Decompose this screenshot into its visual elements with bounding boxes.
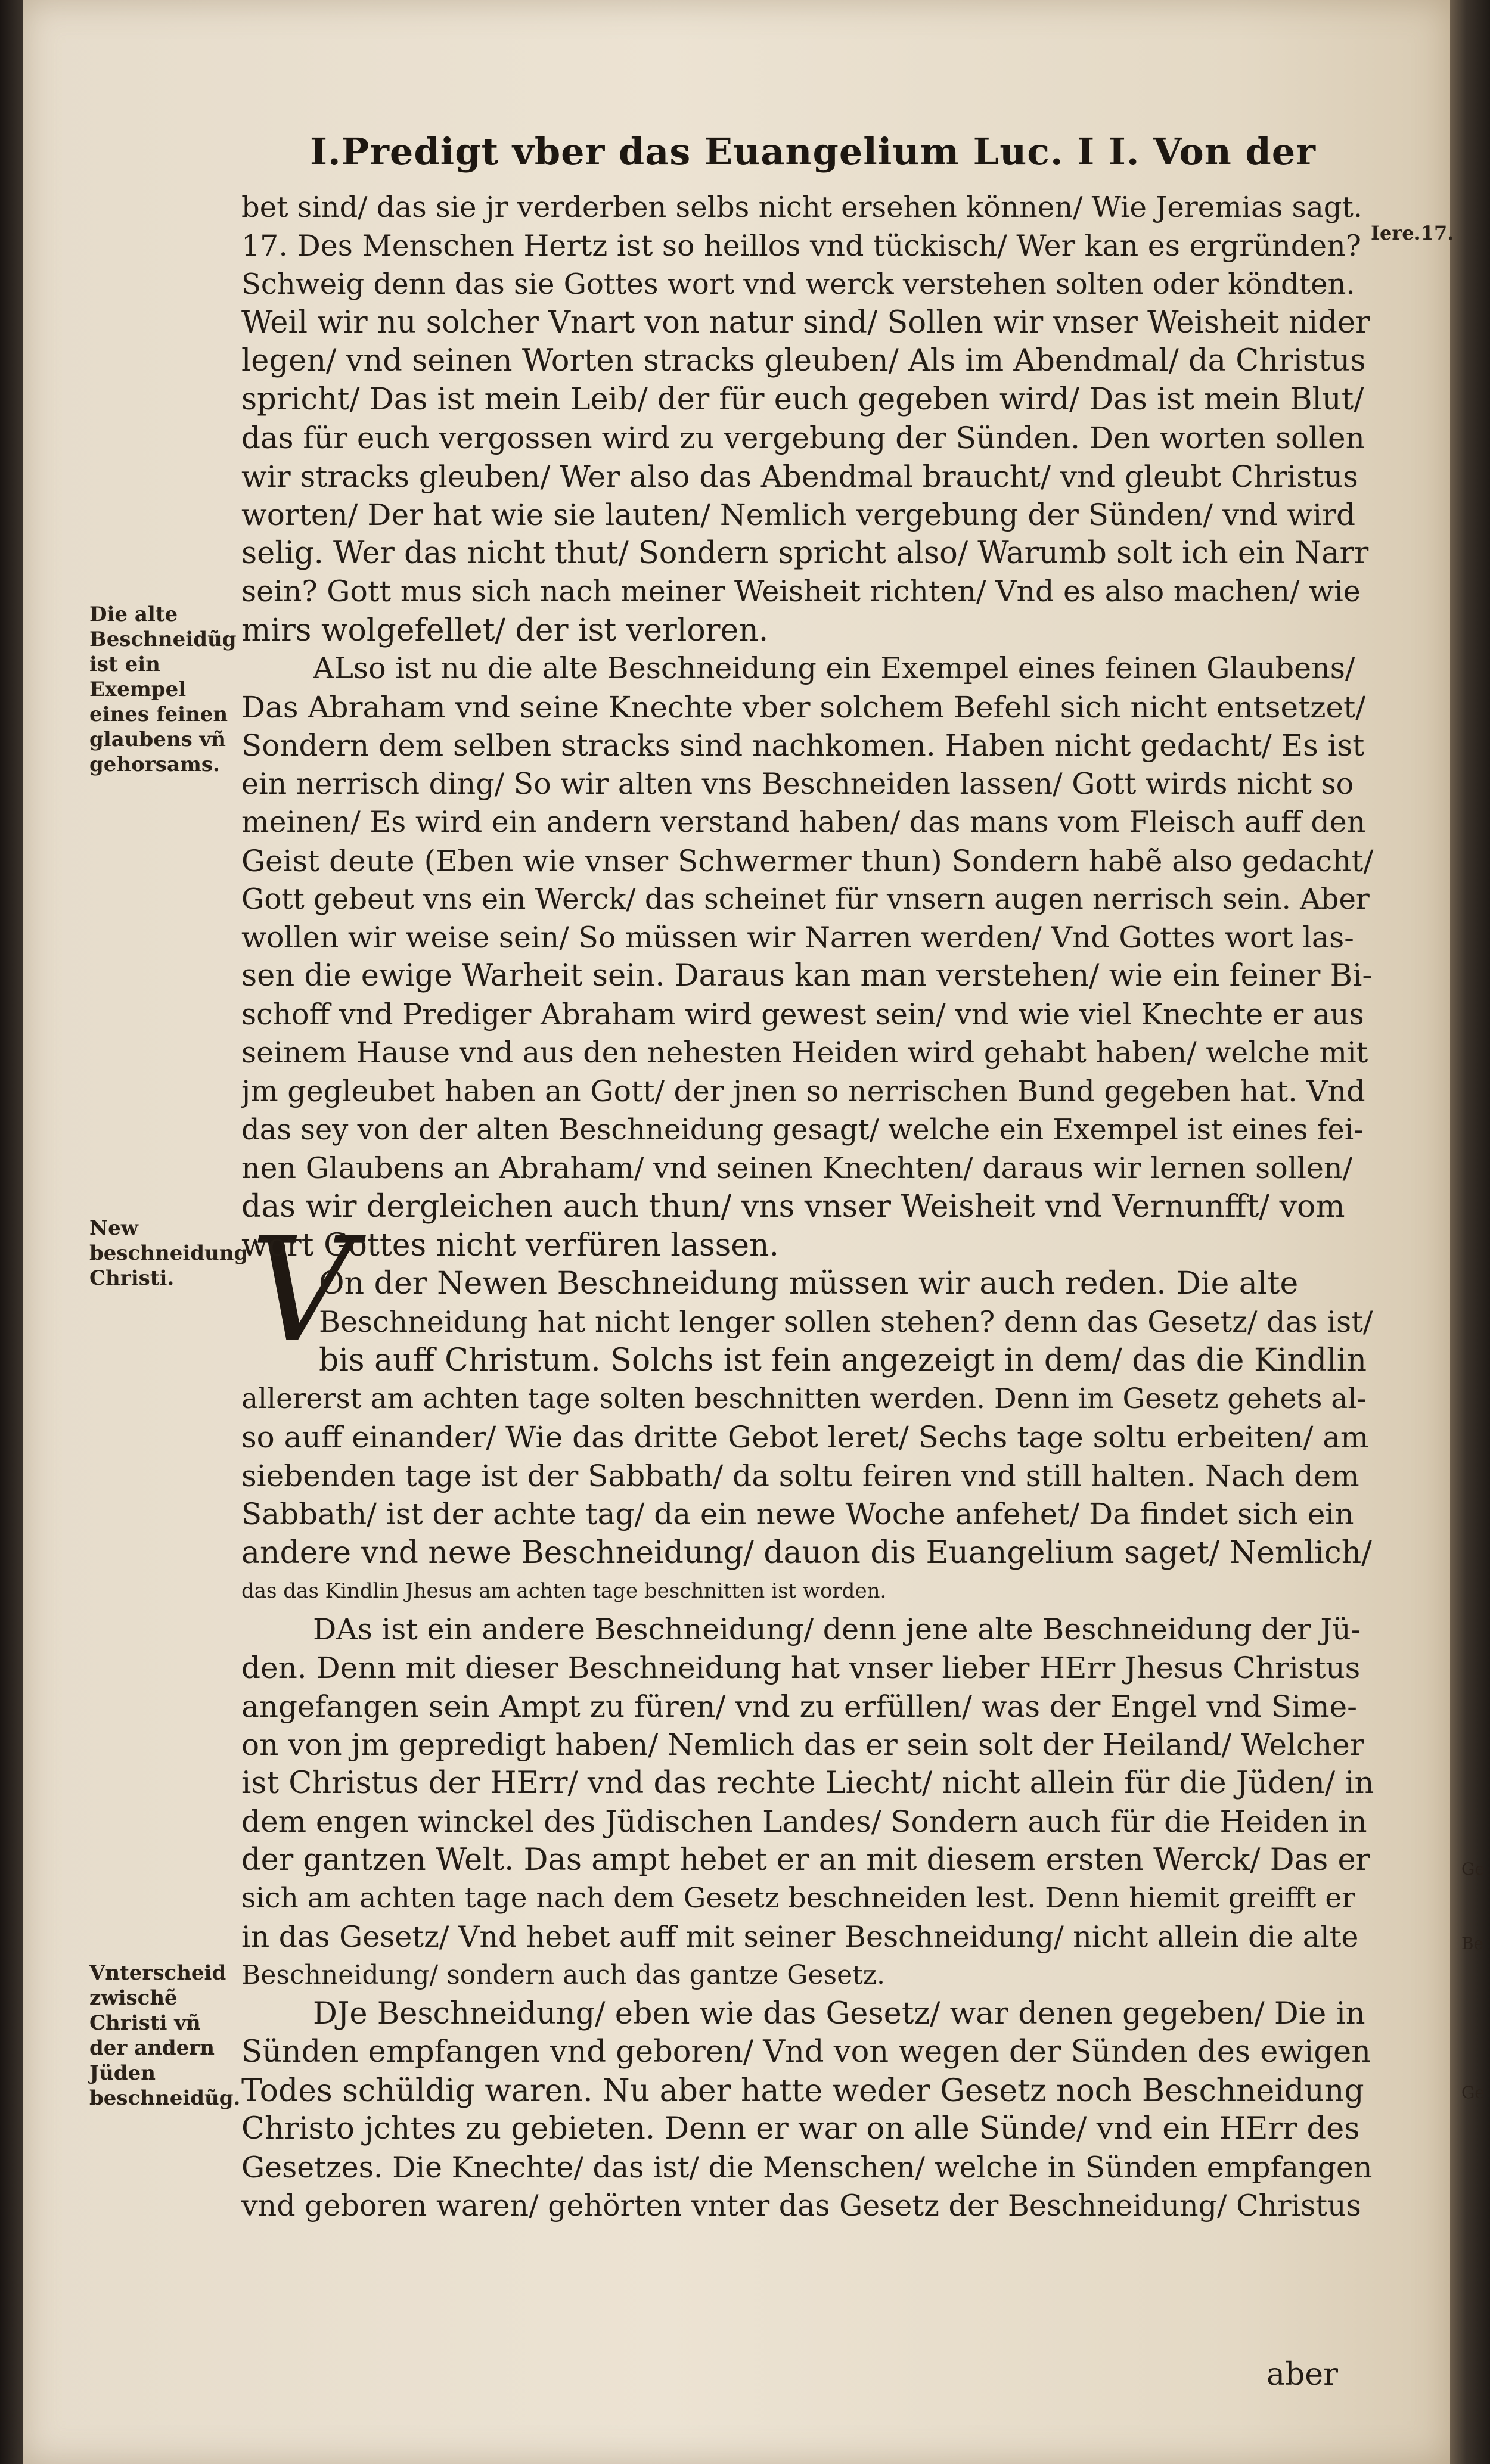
text-line: den. Denn mit dieser Beschneidung hat vnser lieber HErr Jhesus Christus — [241, 1651, 1361, 1685]
text-line: ist Christus der HErr/ vnd das rechte Liecht/ nicht allein für die Jüden/ in — [241, 1766, 1374, 1801]
text-line: schoff vnd Prediger Abraham wird gewest sein/ vnd wie viel Knechte er aus — [241, 998, 1364, 1031]
text-line: vnd geboren waren/ gehörten vnter das Gesetz der Beschneidung/ Christus — [241, 2189, 1361, 2223]
text-line: nen Glaubens an Abraham/ vnd seinen Knechten/ daraus wir lernen sollen/ — [241, 1151, 1353, 1185]
drop-cap-initial: V — [250, 1207, 354, 1374]
text-line: Christo jchtes zu gebieten. Denn er war on alle Sünde/ vnd ein HErr des — [241, 2111, 1360, 2146]
text-line: mirs wolgefellet/ der ist verloren. — [241, 613, 769, 648]
text-line: in das Gesetz/ Vnd hebet auff mit seiner Beschneidung/ nicht allein die alte — [241, 1920, 1359, 1954]
text-line: angefangen sein Ampt zu füren/ vnd zu erfüllen/ was der Engel vnd Sime- — [241, 1689, 1357, 1724]
text-line: On der Newen Beschneidung müssen wir auch reden. Die alte — [319, 1266, 1299, 1301]
text-line: ein nerrisch ding/ So wir alten vns Beschneiden lassen/ Gott wirds nicht so — [241, 767, 1354, 801]
text-line: wir stracks gleuben/ Wer also das Abendmal braucht/ vnd gleubt Christus — [241, 459, 1358, 494]
text-line: wort Gottes nicht verfüren lassen. — [241, 1228, 780, 1263]
text-line: Sabbath/ ist der achte tag/ da ein newe Woche anfehet/ Da findet sich ein — [241, 1497, 1354, 1531]
text-line: Geist deute (Eben wie vnser Schwermer thun) Sondern habẽ also gedacht/ — [241, 844, 1374, 878]
text-line: Beschneidung hat nicht lenger sollen stehen? denn das Gesetz/ das ist/ — [319, 1305, 1373, 1339]
text-line: Gott gebeut vns ein Werck/ das scheinet für vnsern augen nerrisch sein. Aber — [241, 883, 1370, 916]
text-line: 17. Des Menschen Hertz ist so heillos vnd tückisch/ Wer kan es ergründen? — [241, 229, 1361, 263]
text-line: das für euch vergossen wird zu vergebung der Sünden. Den worten sollen — [241, 421, 1365, 455]
catchword: aber — [1266, 2357, 1338, 2392]
margin-note: New beschneidung Christi. — [89, 1216, 249, 1290]
text-line: so auff einander/ Wie das dritte Gebot leret/ Sechs tage soltu erbeiten/ am — [241, 1420, 1369, 1455]
text-line: Gesetzes. Die Knechte/ das ist/ die Menschen/ welche in Sünden empfangen — [241, 2151, 1373, 2185]
text-line: sich am achten tage nach dem Gesetz beschneiden lest. Denn hiemit greifft er — [241, 1882, 1355, 1915]
text-line: worten/ Der hat wie sie lauten/ Nemlich vergebung der Sünden/ vnd wird — [241, 498, 1356, 532]
text-line: sein? Gott mus sich nach meiner Weisheit richten/ Vnd es also machen/ wie — [241, 574, 1361, 608]
text-line: ALso ist nu die alte Beschneidung ein Exempel eines feinen Glaubens/ — [313, 651, 1355, 685]
margin-note: Vnterscheid zwischẽ Christi vñ der andern Jüden beschneidũg. — [89, 1961, 241, 2110]
margin-reference: Iere.17. — [1371, 222, 1454, 244]
text-line: dem engen winckel des Jüdischen Landes/ Sondern auch für die Heiden in — [241, 1804, 1367, 1839]
text-line: das sey von der alten Beschneidung gesagt/ welche ein Exempel ist eines fei- — [241, 1113, 1364, 1146]
text-line: Schweig denn das sie Gottes wort vnd werck verstehen solten oder köndten. — [241, 268, 1355, 301]
text-line: Beschneidung/ sondern auch das gantze Gesetz. — [241, 1960, 885, 1990]
text-line: andere vnd newe Beschneidung/ dauon dis Euangelium saget/ Nemlich/ — [241, 1535, 1372, 1571]
edge-fragment: Ge — [1461, 1859, 1485, 1879]
text-line: das das Kindlin Jhesus am achten tage beschnitten ist worden. — [241, 1579, 887, 1603]
text-line: DJe Beschneidung/ eben wie das Gesetz/ war denen gegeben/ Die in — [313, 1996, 1365, 2031]
text-line: Sünden empfangen vnd geboren/ Vnd von wegen der Sünden des ewigen — [241, 2034, 1371, 2070]
text-line: Sondern dem selben stracks sind nachkomen. Haben nicht gedacht/ Es ist — [241, 728, 1365, 763]
text-line: der gantzen Welt. Das ampt hebet er an mit diesem ersten Werck/ Das er — [241, 1842, 1371, 1878]
left-page-edge — [0, 0, 23, 2464]
text-line: das wir dergleichen auch thun/ vns vnser Weisheit vnd Vernunfft/ vom — [241, 1189, 1345, 1225]
edge-fragment: Ge — [1461, 2083, 1485, 2102]
edge-fragment: Be — [1461, 1934, 1484, 1953]
text-line: DAs ist ein andere Beschneidung/ denn jene alte Beschneidung der Jü- — [313, 1612, 1361, 1646]
text-line: wollen wir weise sein/ So müssen wir Narren werden/ Vnd Gottes wort las- — [241, 921, 1354, 955]
text-line: sen die ewige Warheit sein. Daraus kan man verstehen/ wie ein feiner Bi- — [241, 958, 1373, 993]
text-line: legen/ vnd seinen Worten stracks gleuben/ Als im Abendmal/ da Christus — [241, 343, 1366, 378]
margin-note: Die alte Beschneidũg ist ein Exempel eines feinen glaubens vñ gehorsams. — [89, 602, 237, 776]
text-line: seinem Hause vnd aus den nehesten Heiden wird gehabt haben/ welche mit — [241, 1036, 1368, 1070]
text-line: selig. Wer das nicht thut/ Sondern spricht also/ Warumb solt ich ein Narr — [241, 536, 1369, 571]
text-line: Das Abraham vnd seine Knechte vber solchem Befehl sich nicht entsetzet/ — [241, 690, 1366, 725]
text-line: jm gegleubet haben an Gott/ der jnen so nerrischen Bund gegeben hat. Vnd — [241, 1074, 1365, 1108]
text-line: Weil wir nu solcher Vnart von natur sind/ Sollen wir vnser Weisheit nider — [241, 305, 1370, 340]
page-header: I.Predigt vber das Euangelium Luc. I I. Von der — [310, 130, 1316, 173]
text-line: allererst am achten tage solten beschnitten werden. Denn im Gesetz gehets al- — [241, 1382, 1367, 1415]
text-line: bis auff Christum. Solchs ist fein angezeigt in dem/ das die Kindlin — [319, 1343, 1367, 1378]
text-line: on von jm gepredigt haben/ Nemlich das er sein solt der Heiland/ Welcher — [241, 1727, 1364, 1762]
text-line: Todes schüldig waren. Nu aber hatte weder Gesetz noch Beschneidung — [241, 2073, 1364, 2109]
text-line: siebenden tage ist der Sabbath/ da soltu feiren vnd still halten. Nach dem — [241, 1459, 1359, 1493]
text-line: meinen/ Es wird ein andern verstand haben/ das mans vom Fleisch auff den — [241, 805, 1366, 839]
text-line: spricht/ Das ist mein Leib/ der für euch gegeben wird/ Das ist mein Blut/ — [241, 382, 1364, 417]
text-line: bet sind/ das sie jr verderben selbs nicht ersehen können/ Wie Jeremias sagt. — [241, 191, 1363, 224]
